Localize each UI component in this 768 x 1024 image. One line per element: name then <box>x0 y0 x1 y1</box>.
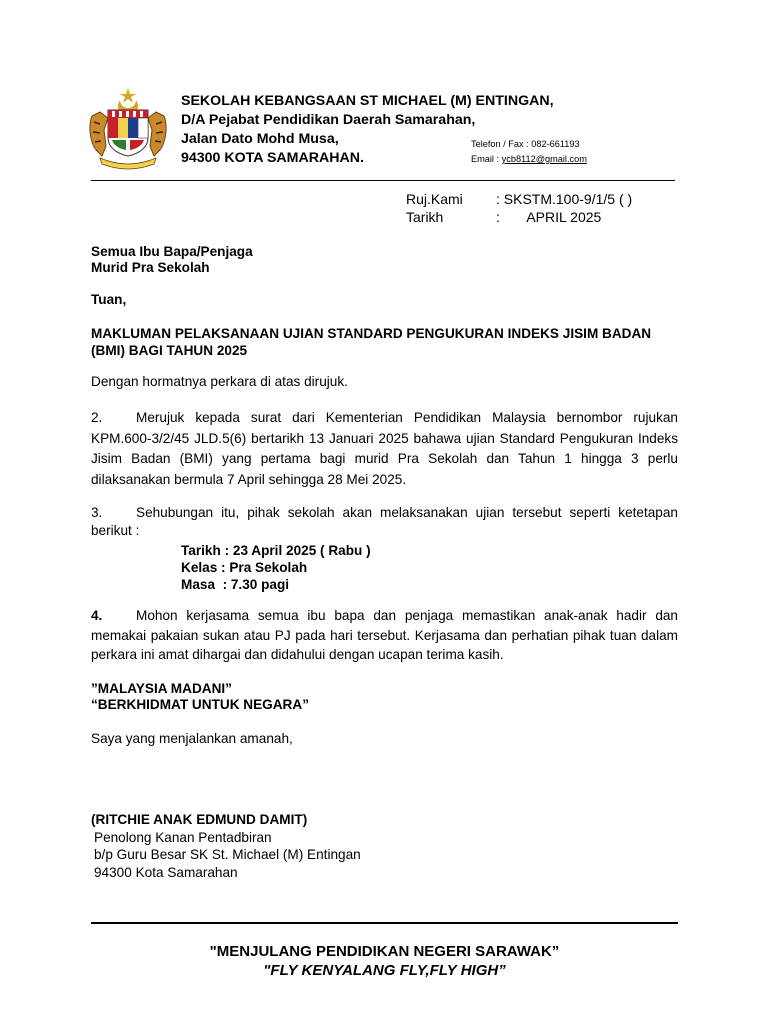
address-line-1: D/A Pejabat Pendidikan Daerah Samarahan, <box>181 112 476 128</box>
reference-row <box>406 190 632 208</box>
recipient-line-1: Semua Ibu Bapa/Penjaga <box>91 244 253 259</box>
paragraph-2-text: Merujuk kepada surat dari Kementerian Pendidikan Malaysia bernombor rujukan KPM.600-3/2/45 JLD.5(6) bertarikh 13 Januari 2025 bahawa ujian Standard Pengukuran Indeks Jisim Badan (BMI) yang pertama bagi murid Pra Sekolah dan Tahun 1 hingga 3 perlu dilaksanakan bermula 7 April sehingga 28 Mei 2025. <box>91 410 678 487</box>
schedule-class-value: : Pra Sekolah <box>217 560 308 575</box>
paragraph-3 <box>91 504 678 540</box>
address-line-2: Jalan Dato Mohd Musa, <box>181 131 339 147</box>
reference-value: : SKSTM.100-9/1/5 ( ) <box>496 191 633 207</box>
email-line <box>471 152 587 167</box>
letter-subject: MAKLUMAN PELAKSANAAN UJIAN STANDARD PENGUKURAN INDEKS JISIM BADAN (BMI) BAGI TAHUN 2025 <box>91 326 652 358</box>
footer-divider <box>91 922 678 924</box>
email-link[interactable]: ycb8112@gmail.com <box>501 154 587 164</box>
paragraph-2-number: 2. <box>91 410 103 425</box>
contact-info <box>471 137 587 167</box>
signatory-name: (RITCHIE ANAK EDMUND DAMIT) <box>91 812 308 827</box>
reference-label: Ruj.Kami <box>406 191 463 207</box>
schedule-date-value: : 23 April 2025 ( Rabu ) <box>224 543 371 558</box>
paragraph-4 <box>91 606 678 665</box>
malaysia-coat-of-arms-icon <box>86 86 170 170</box>
slogan-line-2: “BERKHIDMAT UNTUK NEGARA” <box>91 697 309 712</box>
date-label: Tarikh <box>406 209 444 225</box>
paragraph-4-text: Mohon kerjasama semua ibu bapa dan penjaga memastikan anak-anak hadir dan memakai pakaian sukan atau PJ pada hari tersebut. Kerjasama dan perhatian pihak tuan dalam perkara ini amat dihargai dan didahului dengan ucapan terima kasih. <box>91 608 678 662</box>
footer-line-1: "MENJULANG PENDIDIKAN NEGERI SARAWAK” <box>209 943 560 960</box>
slogan <box>91 681 678 713</box>
date-value: : APRIL 2025 <box>496 209 602 225</box>
paragraph-3-text: Sehubungan itu, pihak sekolah akan melaksanakan ujian tersebut seperti ketetapan berikut : <box>91 505 678 538</box>
date-row <box>406 208 601 226</box>
phone-fax: Telefon / Fax : 082-661193 <box>471 139 580 149</box>
schedule-time-label: Masa <box>181 577 216 592</box>
email-label: Email : <box>471 154 502 164</box>
schedule-time-row <box>181 576 289 593</box>
footer-motto <box>91 942 678 980</box>
address-line-3: 94300 KOTA SAMARAHAN. <box>181 150 364 166</box>
school-name: SEKOLAH KEBANGSAAN ST MICHAEL (M) ENTINGAN, <box>181 93 554 109</box>
signatory-address: 94300 Kota Samarahan <box>94 864 238 880</box>
salutation: Tuan, <box>91 292 127 307</box>
schedule-time-value: : 7.30 pagi <box>215 577 290 592</box>
schedule-class-row <box>181 559 307 576</box>
paragraph-2 <box>91 408 678 490</box>
paragraph-4-number: 4. <box>91 608 103 623</box>
paragraph-3-number: 3. <box>91 505 103 520</box>
closing-line: Saya yang menjalankan amanah, <box>91 731 293 746</box>
header-divider <box>91 180 675 181</box>
recipient-line-2: Murid Pra Sekolah <box>91 260 210 275</box>
footer-line-2: "FLY KENYALANG FLY,FLY HIGH” <box>263 962 506 979</box>
recipient <box>91 244 678 276</box>
opening-line: Dengan hormatnya perkara di atas dirujuk. <box>91 374 348 389</box>
signatory-title: Penolong Kanan Pentadbiran <box>94 829 272 845</box>
signatory-on-behalf: b/p Guru Besar SK St. Michael (M) Entingan <box>94 847 361 862</box>
signature-block <box>91 811 361 881</box>
schedule-class-label: Kelas <box>181 560 218 575</box>
schedule-date-label: Tarikh <box>181 543 221 558</box>
schedule-date-row <box>181 542 371 559</box>
slogan-line-1: ”MALAYSIA MADANI” <box>91 681 232 696</box>
